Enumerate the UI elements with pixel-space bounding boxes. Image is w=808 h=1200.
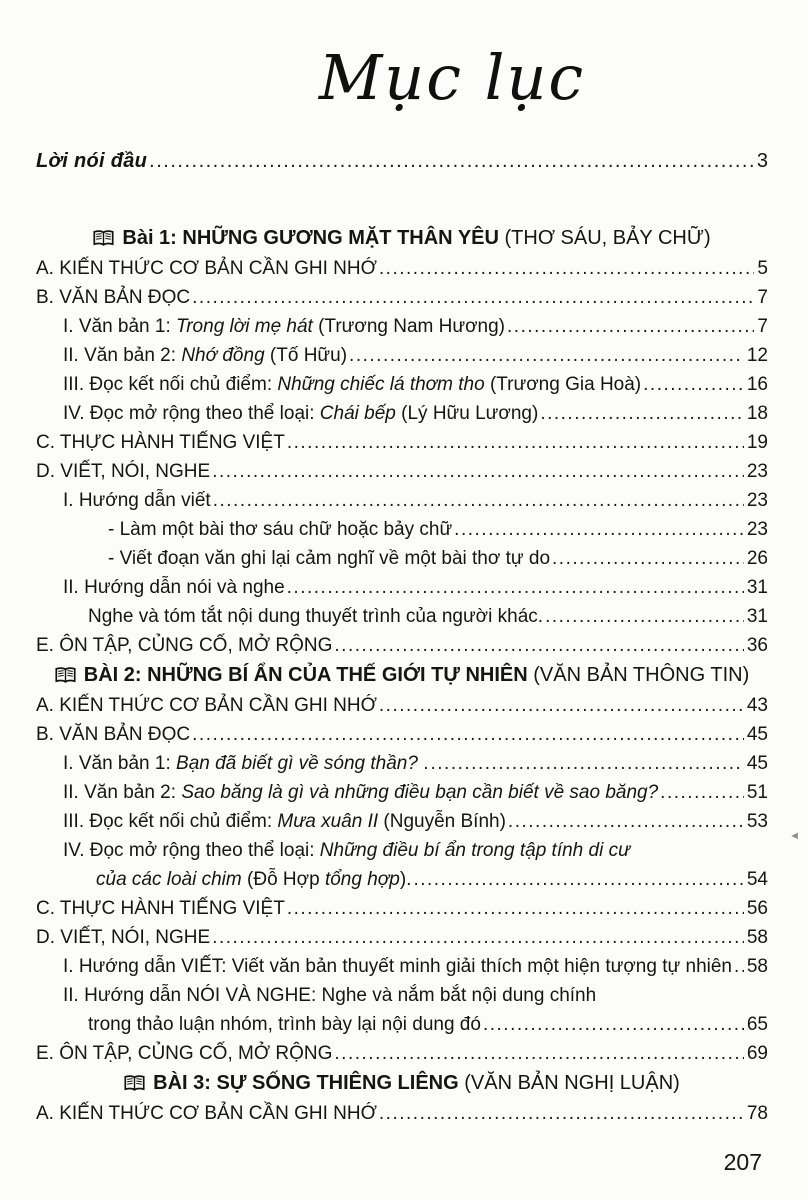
toc-page-number: 19 xyxy=(746,431,768,453)
toc-entry-text: E. ÔN TẬP, CỦNG CỐ, MỞ RỘNG xyxy=(36,1042,333,1064)
toc-entry-text: C. THỰC HÀNH TIẾNG VIỆT xyxy=(36,431,285,453)
toc-page-number: 23 xyxy=(746,489,768,511)
toc-page-number: 65 xyxy=(746,1013,768,1035)
dot-leader xyxy=(192,720,744,749)
scan-artifact-mark: ◄ xyxy=(789,830,800,842)
toc-entry-text: Nghe và tóm tắt nội dung thuyết trình của người khác. xyxy=(88,605,544,627)
toc-entry-text: II. Văn bản 2: Nhớ đồng (Tố Hữu) xyxy=(63,344,348,366)
toc-page-number: 12 xyxy=(746,344,768,366)
toc-page-number: 36 xyxy=(746,634,768,656)
dot-leader xyxy=(212,457,744,486)
dot-leader xyxy=(287,428,744,457)
toc-page-number: 58 xyxy=(746,955,768,977)
toc-row xyxy=(36,515,768,544)
toc-page-number: 26 xyxy=(746,547,768,569)
dot-leader xyxy=(379,691,744,720)
toc-entry-text: B. VĂN BẢN ĐỌC xyxy=(36,723,191,745)
toc-entry-text: II. Hướng dẫn NÓI VÀ NGHE: Nghe và nắm bắt nội dung chính xyxy=(63,984,597,1006)
toc-page-number: 16 xyxy=(746,373,768,395)
toc-entry-text: I. Hướng dẫn VIẾT: Viết văn bản thuyết minh giải thích một hiện tượng tự nhiên xyxy=(63,955,732,977)
toc-row xyxy=(36,778,768,807)
toc-row xyxy=(36,1010,768,1039)
toc-entry-text: I. Văn bản 1: Trong lời mẹ hát (Trương Nam Hương) xyxy=(63,315,506,337)
dot-leader xyxy=(552,544,744,573)
dot-leader xyxy=(287,573,744,602)
toc-entry-text: A. KIẾN THỨC CƠ BẢN CẦN GHI NHỚ xyxy=(36,1102,377,1124)
toc-page-number: 23 xyxy=(746,460,768,482)
toc-page-number: 7 xyxy=(757,286,768,308)
dot-leader xyxy=(413,865,743,894)
toc-page-number: 43 xyxy=(746,694,768,716)
dot-leader xyxy=(431,749,744,778)
toc-row xyxy=(36,147,768,176)
dot-leader xyxy=(213,486,744,515)
dot-leader xyxy=(545,602,744,631)
dot-leader xyxy=(212,923,744,952)
toc-page-number: 51 xyxy=(746,781,768,803)
toc-page-number: 23 xyxy=(746,518,768,540)
toc-row xyxy=(36,691,768,720)
toc-entry-text: II. Hướng dẫn nói và nghe xyxy=(63,576,285,598)
toc-row xyxy=(36,720,768,749)
toc-row xyxy=(36,807,768,836)
toc-entry-text: - Làm một bài thơ sáu chữ hoặc bảy chữ xyxy=(108,518,453,540)
toc-row xyxy=(36,749,768,778)
toc-page-number: 53 xyxy=(746,810,768,832)
toc-row xyxy=(36,952,768,981)
dot-leader xyxy=(540,399,744,428)
toc-row xyxy=(36,865,768,894)
toc-page-number: 58 xyxy=(746,926,768,948)
toc-row xyxy=(36,283,768,312)
toc-row xyxy=(36,544,768,573)
toc-page-number: 56 xyxy=(746,897,768,919)
toc-page-number: 69 xyxy=(746,1042,768,1064)
toc-row xyxy=(36,486,768,515)
toc-page-number: 31 xyxy=(746,576,768,598)
toc-page-number: 18 xyxy=(746,402,768,424)
toc-entry-text: A. KIẾN THỨC CƠ BẢN CẦN GHI NHỚ xyxy=(36,257,377,279)
dot-leader xyxy=(379,254,755,283)
dot-leader xyxy=(379,1099,744,1128)
dot-leader xyxy=(192,283,754,312)
toc-entry-text: A. KIẾN THỨC CƠ BẢN CẦN GHI NHỚ xyxy=(36,694,377,716)
dot-leader xyxy=(483,1010,744,1039)
toc-entry-text: II. Văn bản 2: Sao băng là gì và những điều bạn cần biết về sao băng? xyxy=(63,781,659,803)
toc-row xyxy=(36,981,768,1010)
toc-page-number: 45 xyxy=(746,752,768,774)
book-icon xyxy=(93,230,114,246)
toc-row xyxy=(36,573,768,602)
toc-entry-text: D. VIẾT, NÓI, NGHE xyxy=(36,460,211,482)
toc-entry-text: III. Đọc kết nối chủ điểm: Mưa xuân II (Nguyễn Bính) xyxy=(63,810,506,832)
toc-entry-text: - Viết đoạn văn ghi lại cảm nghĩ về một bài thơ tự do xyxy=(108,547,551,569)
toc-row xyxy=(36,428,768,457)
toc-entry-text: Lời nói đầu xyxy=(36,149,148,172)
toc-entry-text: BÀI 3: SỰ SỐNG THIÊNG LIÊNG (VĂN BẢN NGHỊ LUẬN) xyxy=(153,1071,680,1094)
toc-list xyxy=(0,147,808,1128)
page-title: Mục lục xyxy=(318,41,586,114)
toc-page-number: 54 xyxy=(746,868,768,890)
toc-row xyxy=(36,254,768,283)
toc-entry-text: I. Văn bản 1: Bạn đã biết gì về sóng thần? . xyxy=(63,752,429,774)
dot-leader xyxy=(508,807,744,836)
toc-row xyxy=(36,341,768,370)
dot-leader xyxy=(334,1039,743,1068)
toc-row xyxy=(36,631,768,660)
toc-row xyxy=(36,894,768,923)
footer-page-number: 207 xyxy=(723,1149,762,1175)
toc-page-number: 78 xyxy=(746,1102,768,1124)
dot-leader xyxy=(454,515,744,544)
dot-leader xyxy=(149,147,754,176)
toc-entry-text: E. ÔN TẬP, CỦNG CỐ, MỞ RỘNG xyxy=(36,634,333,656)
dot-leader xyxy=(287,894,744,923)
toc-entry-text: III. Đọc kết nối chủ điểm: Những chiếc lá thơm tho (Trương Gia Hoà) xyxy=(63,373,642,395)
toc-page-number: 5 xyxy=(757,257,768,279)
dot-leader xyxy=(643,370,744,399)
toc-row xyxy=(36,923,768,952)
book-icon xyxy=(124,1075,145,1091)
toc-entry-text: D. VIẾT, NÓI, NGHE xyxy=(36,926,211,948)
toc-section-header xyxy=(36,660,768,691)
toc-entry-text: của các loài chim (Đỗ Hợp tổng hợp). xyxy=(96,868,412,890)
dot-leader xyxy=(334,631,743,660)
toc-entry-text: Bài 1: NHỮNG GƯƠNG MẶT THÂN YÊU (THƠ SÁU, BẢY CHỮ) xyxy=(122,226,711,249)
toc-row xyxy=(36,1099,768,1128)
toc-entry-text: IV. Đọc mở rộng theo thể loại: Chái bếp (Lý Hữu Lương) xyxy=(63,402,539,424)
dot-leader xyxy=(734,952,744,981)
dot-leader xyxy=(660,778,744,807)
toc-entry-text: IV. Đọc mở rộng theo thể loại: Những điều bí ẩn trong tập tính di cư xyxy=(63,839,631,861)
toc-row xyxy=(36,1039,768,1068)
toc-page-number: 3 xyxy=(756,149,768,172)
toc-page-number: 7 xyxy=(757,315,768,337)
toc-entry-text: trong thảo luận nhóm, trình bày lại nội dung đó xyxy=(88,1013,481,1035)
book-icon xyxy=(55,667,76,683)
toc-row xyxy=(36,312,768,341)
toc-entry-text: BÀI 2: NHỮNG BÍ ẨN CỦA THẾ GIỚI TỰ NHIÊN (VĂN BẢN THÔNG TIN) xyxy=(83,663,750,686)
toc-entry-text: B. VĂN BẢN ĐỌC xyxy=(36,286,191,308)
toc-row xyxy=(36,602,768,631)
toc-entry-text: C. THỰC HÀNH TIẾNG VIỆT xyxy=(36,897,285,919)
toc-section-header xyxy=(36,223,768,254)
dot-leader xyxy=(349,341,744,370)
toc-entry-text: I. Hướng dẫn viết xyxy=(63,489,211,511)
dot-leader xyxy=(507,312,754,341)
toc-row xyxy=(36,836,768,865)
toc-section-header xyxy=(36,1068,768,1099)
toc-row xyxy=(36,457,768,486)
toc-page-number: 45 xyxy=(746,723,768,745)
toc-row xyxy=(36,399,768,428)
toc-row xyxy=(36,370,768,399)
toc-page-number: 31 xyxy=(746,605,768,627)
